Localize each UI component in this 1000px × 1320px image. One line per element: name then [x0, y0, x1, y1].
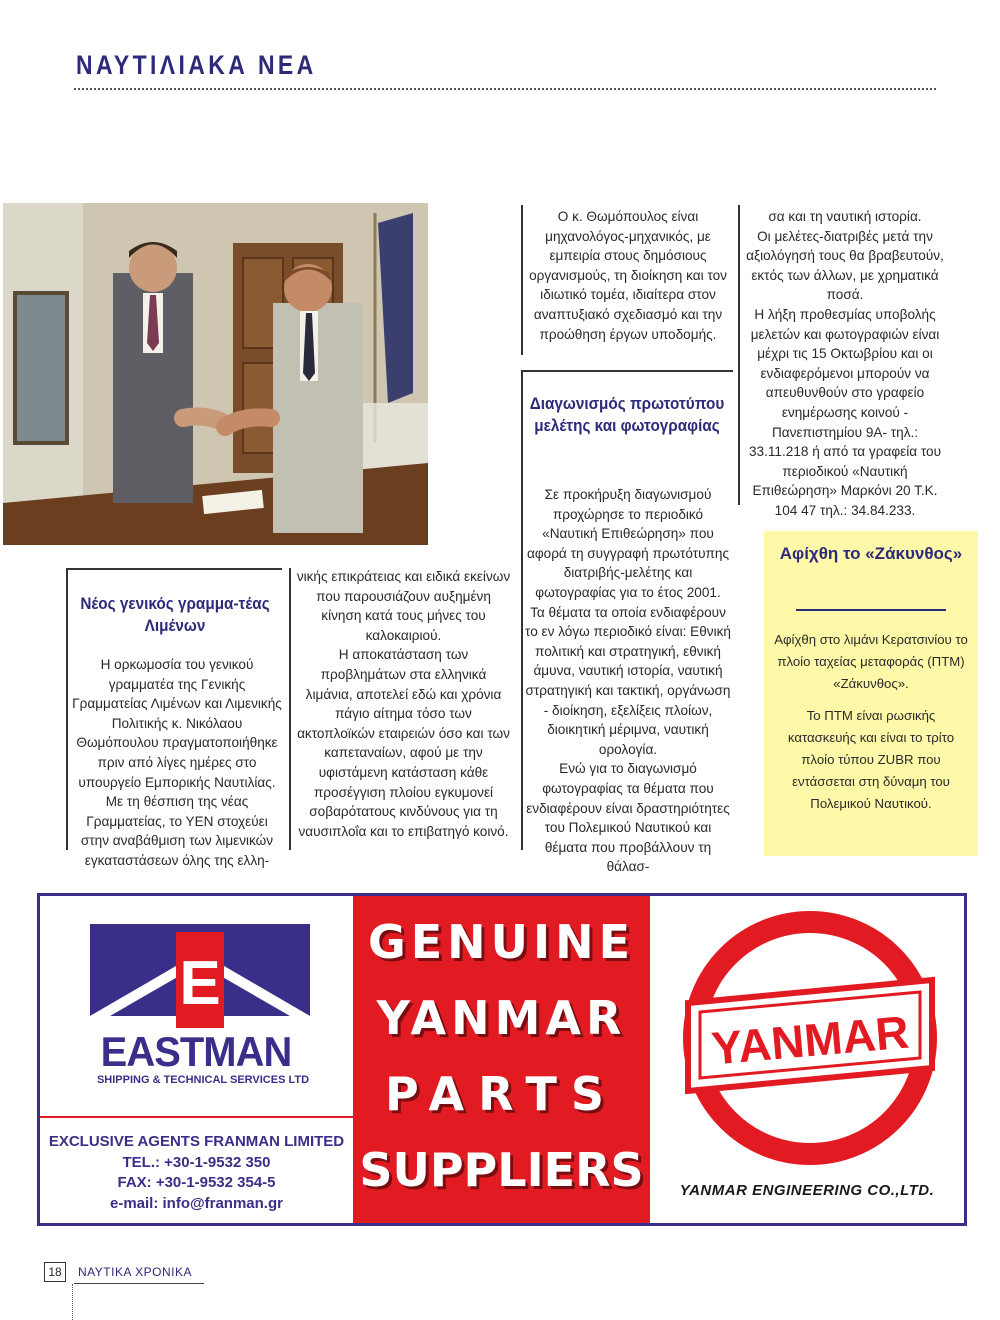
article2-heading-bar [521, 370, 523, 850]
yanmar-logo-text: YANMAR [709, 1005, 911, 1075]
article1-col1 [72, 655, 282, 871]
sidebar-text [772, 629, 970, 815]
page-number: 18 [44, 1262, 66, 1282]
section-title: ΝΑΥΤΙΛΙΑΚΑ ΝΕΑ [76, 50, 317, 80]
footer-rule [74, 1283, 204, 1284]
advertisement [37, 893, 967, 1226]
eastman-contact [40, 1132, 353, 1214]
sidebar-title: Αφίχθη το «Ζάκυνθος» [779, 544, 963, 563]
article1-col3-bar [521, 205, 523, 355]
article1-col1-p1: Η ορκωμοσία του γενικού γραμματέα της Γενικής Γραμματείας Λιμένων και Λιμενικής Πολιτικής κ. Νικόλαου Θωμόπουλου πραγματοποιήθηκε πριν από λίγες ημέρες στο υπουργείο Εμπορικής Ναυτιλίας. [72, 657, 282, 790]
sidebar-p2: Το ΠΤΜ είναι ρωσικής κατασκευής και είναι το τρίτο πλοίο τύπου ZUBR που εντάσσεται στη δύναμη του Πολεμικού Ναυτικού. [787, 708, 955, 811]
article2-heading-rule [521, 370, 733, 372]
article-photo [3, 203, 428, 545]
article2-col3-p2: Τα θέματα τα οποία ενδιαφέρουν το εν λόγω περιοδικό είναι: Εθνική πολιτική και στρατηγική, εθνική άμυνα, ναυτική ιστορία, ναυτική στρατηγική και τακτική, οργάνωση - διοίκηση, εξελίξεις πλοίων, διοικητική μέριμνα, ναυτική ορολογία. [525, 604, 731, 757]
article2-col4 [745, 207, 945, 521]
article2-col4-p3: Η λήξη προθεσμίας υποβολής μελετών και φωτογραφιών είναι μέχρι τις 15 Οκτωβρίου και οι ενδιαφερόμενοι μπορούν να απευθυνθούν στο γραφείο ενημέρωσης κοινού - Πανεπιστημίου 9Α- τηλ.: 33.11.218 ή από τα γραφεία του περιοδικού «Ναυτική Επιθεώρηση» Μαρκόνι 20 Τ.Κ. 104 47 τηλ.: 34.84.233. [748, 306, 942, 518]
yanmar-company: YANMAR ENGINEERING CO.,LTD. [679, 1182, 935, 1199]
eastman-panel [40, 896, 353, 1223]
eastman-fax: FAX: +30-1-9532 354-5 [117, 1174, 276, 1191]
article2-col3-p3: Ενώ για το διαγωνισμό φωτογραφίας τα θέματα που ενδιαφέρουν είναι δραστηριότητες του Πολεμικού Ναυτικού και θέματα που προβάλλουν τη θάλασ- [526, 761, 730, 875]
eastman-subtitle: SHIPPING & TECHNICAL SERVICES LTD [96, 1074, 310, 1086]
eastman-logo-icon [90, 924, 310, 1034]
sidebar-p1: Αφίχθη στο λιμάνι Κερατσινίου το πλοίο ταχείας μεταφοράς (ΠΤΜ) «Ζάκυνθος». [774, 632, 968, 691]
sidebar-rule [796, 609, 946, 611]
article1-col2-p1: νικής επικράτειας και ειδικά εκείνων που παρουσιάζουν αυξημένη κίνηση κατά τους μήνες του καλοκαιριού. [296, 569, 511, 643]
article2-col4-p2: Οι μελέτες-διατριβές μετά την αξιολόγησή τους θα βραβευτούν, εκτός των άλλων, με χρηματικά ποσά. [746, 228, 944, 303]
article2-col3-p1: Σε προκήρυξη διαγωνισμού προχώρησε το περιοδικό «Ναυτική Επιθεώρηση» που αφορά τη συγγραφή πρωτότυπης διατριβής-μελέτης και φωτογραφίας για το έτος 2001. [526, 487, 730, 600]
eastman-rule [40, 1116, 353, 1118]
article1-col2-bar [289, 568, 291, 850]
article1-col2-p2: Η αποκατάσταση των προβλημάτων στα ελληνικά λιμάνια, αποτελεί εδώ και χρόνια πάγιο αίτημα τόσο των ακτοπλοϊκών εταιρειών όσο και των καπεταναίων, αφού με την υφιστάμενη κατάσταση κάθε προσέγγιση πλοίου εγκυμονεί σοβαρότατους κινδύνους για τη ναυσιπλοΐα και το επιβατηγό κοινό. [297, 647, 510, 839]
mid-line-suppliers: SUPPLIERS [359, 1143, 644, 1197]
article2-col4-bar [738, 205, 740, 505]
article2-col3 [524, 485, 732, 877]
yanmar-panel [650, 896, 964, 1223]
article1-col2 [296, 567, 511, 841]
title-rule [74, 88, 936, 90]
eastman-name: EASTMAN [100, 1028, 292, 1075]
eastman-logo-letter: E [179, 949, 221, 1018]
mid-line-parts: PARTS [385, 1067, 618, 1121]
eastman-email: e-mail: info@franman.gr [110, 1194, 283, 1212]
article1-col1-p2: Με τη θέσπιση της νέας Γραμματείας, το ΥΕΝ στοχεύει στην αναβάθμιση των λιμενικών εγκαταστάσεων όλης της ελλη- [80, 794, 274, 868]
mid-line-genuine: GENUINE [367, 915, 636, 969]
yanmar-logo-icon [680, 908, 940, 1168]
margin-dots [72, 1284, 73, 1320]
yanmar-parts-panel [353, 896, 650, 1223]
article1-title: Νέος γενικός γραμμα-τέας Λιμένων [80, 594, 270, 635]
eastman-agents: EXCLUSIVE AGENTS FRANMAN LIMITED [48, 1133, 345, 1150]
eastman-tel: TEL.: +30-1-9532 350 [122, 1153, 271, 1171]
sidebar-box [764, 531, 978, 856]
mid-line-yanmar: YANMAR [376, 991, 627, 1045]
magazine-name: ΝΑΥΤΙΚΑ ΧΡΟΝΙΚΑ [78, 1265, 192, 1279]
article1-col3 [528, 207, 728, 344]
article1-heading-bar [66, 568, 68, 850]
article2-col4-p1: σα και τη ναυτική ιστορία. [768, 209, 922, 224]
article2-title: Διαγωνισμός πρωτοτύπου μελέτης και φωτογραφίας [529, 394, 725, 435]
article1-col3-p1: Ο κ. Θωμόπουλος είναι μηχανολόγος-μηχανικός, με εμπειρία στους δημόσιους οργανισμούς, τη διοίκηση και τον ιδιωτικό τομέα, ιδιαίτερα στον αναπτυξιακό σχεδιασμό και την προώθηση έργων υποδομής. [529, 209, 727, 342]
article1-heading-rule [66, 568, 282, 570]
